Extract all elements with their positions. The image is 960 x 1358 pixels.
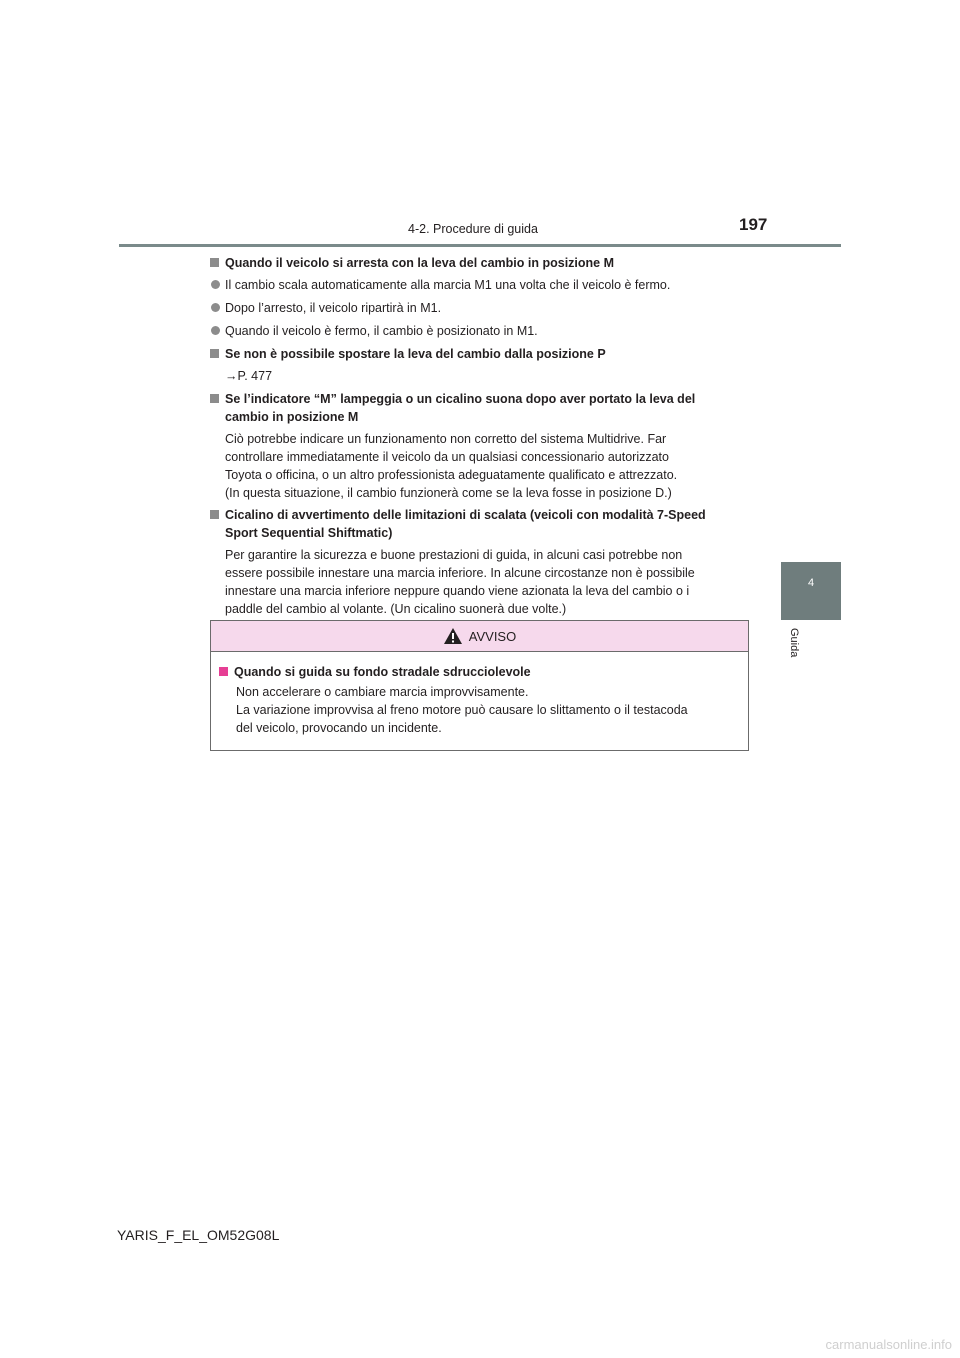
square-bullet-icon [210,258,219,267]
warning-header [211,621,748,652]
heading-line: Cicalino di avvertimento delle limitazioni di scalata (veicoli con modalità 7-Speed [225,508,706,522]
warning-triangle-icon [443,627,463,645]
paragraph-line: essere possibile innestare una marcia inferiore. In alcune circostanze non è possibile [225,566,695,580]
list-item [210,299,750,317]
watermark: carmanualsonline.info [825,1337,952,1352]
square-bullet-icon [210,349,219,358]
footer-code: YARIS_F_EL_OM52G08L [117,1227,280,1243]
side-tab-label: Guida [788,628,800,658]
warning-heading [219,663,738,681]
paragraph-line: Per garantire la sicurezza e buone prestazioni di guida, in alcuni casi potrebbe non [225,548,683,562]
warning-body [211,652,748,737]
section-heading [210,390,750,426]
paragraph-line: Toyota o officina, o un altro professionista adeguatamente qualificato e attrezzato. [225,468,678,482]
list-item-text: Dopo l’arresto, il veicolo ripartirà in M1. [225,301,442,315]
section-heading [210,345,750,363]
section-heading [210,254,750,272]
paragraph-line: innestare una marcia inferiore neppure quando viene azionata la leva del cambio o i [225,584,690,598]
heading-line: cambio in posizione M [225,410,359,424]
paragraph [210,546,750,618]
page-reference: →P. 477 [225,369,273,383]
paragraph-line: Non accelerare o cambiare marcia improvvisamente. [236,685,529,699]
header-rule [119,244,841,247]
paragraph [210,430,750,502]
paragraph-line: controllare immediatamente il veicolo da un qualsiasi concessionario autorizzato [225,450,669,464]
paragraph-line: del veicolo, provocando un incidente. [236,721,442,735]
paragraph-line: paddle del cambio al volante. (Un cicalino suonerà due volte.) [225,602,567,616]
warning-box [210,620,749,751]
circle-bullet-icon [211,280,220,289]
paragraph-line: La variazione improvvisa al freno motore può causare lo slittamento o il testacoda [236,703,688,717]
warning-title: AVVISO [468,628,517,644]
warning-text [219,683,738,737]
main-content [210,254,750,622]
heading-line: Se l’indicatore “M” lampeggia o un cicalino suona dopo aver portato la leva del [225,392,696,406]
list-item-text: Il cambio scala automaticamente alla marcia M1 una volta che il veicolo è fermo. [225,278,671,292]
square-bullet-icon [219,667,228,676]
heading-text: Quando il veicolo si arresta con la leva del cambio in posizione M [225,256,614,270]
circle-bullet-icon [211,326,220,335]
paragraph-line: (In questa situazione, il cambio funzionerà come se la leva fosse in posizione D.) [225,486,672,500]
heading-text: Quando si guida su fondo stradale sdrucciolevole [234,665,531,679]
square-bullet-icon [210,394,219,403]
square-bullet-icon [210,510,219,519]
list-item [210,322,750,340]
section-heading [210,506,750,542]
circle-bullet-icon [211,303,220,312]
list-item-text: Quando il veicolo è fermo, il cambio è posizionato in M1. [225,324,538,338]
side-tab [781,562,841,620]
heading-text: Se non è possibile spostare la leva del cambio dalla posizione P [225,347,606,361]
page-number: 197 [739,215,768,234]
header-section: 4-2. Procedure di guida [408,222,538,236]
heading-line: Sport Sequential Shiftmatic) [225,526,393,540]
side-tab-number: 4 [807,577,815,589]
list-item [210,276,750,294]
paragraph-line: Ciò potrebbe indicare un funzionamento non corretto del sistema Multidrive. Far [225,432,667,446]
